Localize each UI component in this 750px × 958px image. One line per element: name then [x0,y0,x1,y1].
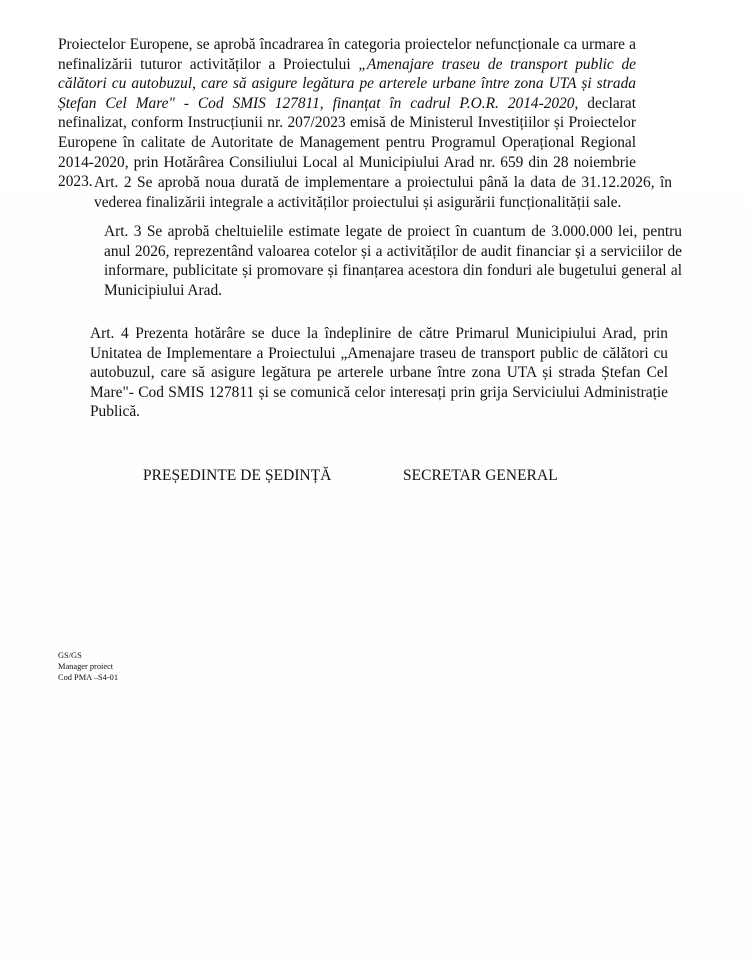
footer-role: Manager proiect [58,662,114,671]
intro-text-start: Proiectelor Europene, se aprobă încadrarea în categoria proiectelor nefuncționale ca urmare a nefinalizării tuturor activităților a Proiectului [58,36,636,73]
footer-initials: GS/GS [58,651,82,660]
secretary-signature-label: SECRETAR GENERAL [403,467,558,484]
president-signature-label: PREȘEDINTE DE ȘEDINȚĂ [143,467,332,484]
article-3-paragraph: Art. 3 Se aprobă cheltuielile estimate legate de proiect în cuantum de 3.000.000 lei, pentru anul 2026, reprezentând valoarea cotelor și a activităților de audit financiar și a serviciilor de informare, publicitate și promovare și finanțarea acestora din fonduri ale bugetului general al Municipiului Arad. [104,223,682,299]
project-title-italic: „Amenajare traseu de transport public de călători cu autobuzul, care să asigure legătura pe arterele urbane între zona UTA și strada Ștefan Cel Mare" - Cod SMIS 127811, finanțat în cadrul P.O.R. 2014-2020 [58,55,636,112]
footer-codes [58,650,118,683]
intro-text-end: , declarat nefinalizat, conform Instrucțiunii nr. 207/2023 emisă de Ministerul Investițiilor și Proiectelor Europene în calitate de Autoritate de Management pentru Programul Operațional Regional 2014-2020, prin Hotărârea Consiliului Local al Municipiului Arad nr. 659 din 28 noiembrie 2023. [58,94,636,191]
article-2-paragraph: Art. 2 Se aprobă noua durată de implementare a proiectului până la data de 31.12.2026, în vederea finalizării integrale a activităților proiectului și asigurării funcționalității sale. [94,174,672,211]
intro-paragraph [58,35,636,192]
footer-document-code: Cod PMA –S4-01 [58,673,119,682]
article-4-paragraph: Art. 4 Prezenta hotărâre se duce la îndeplinire de către Primarul Municipiului Arad, prin Unitatea de Implementare a Proiectului „Amenajare traseu de transport public de călători cu autobuzul, care să asigure legătura pe arterele urbane între zona UTA și strada Ștefan Cel Mare"- Cod SMIS 127811 și se comunică celor interesați prin grija Serviciului Administrație Publică. [90,325,668,421]
